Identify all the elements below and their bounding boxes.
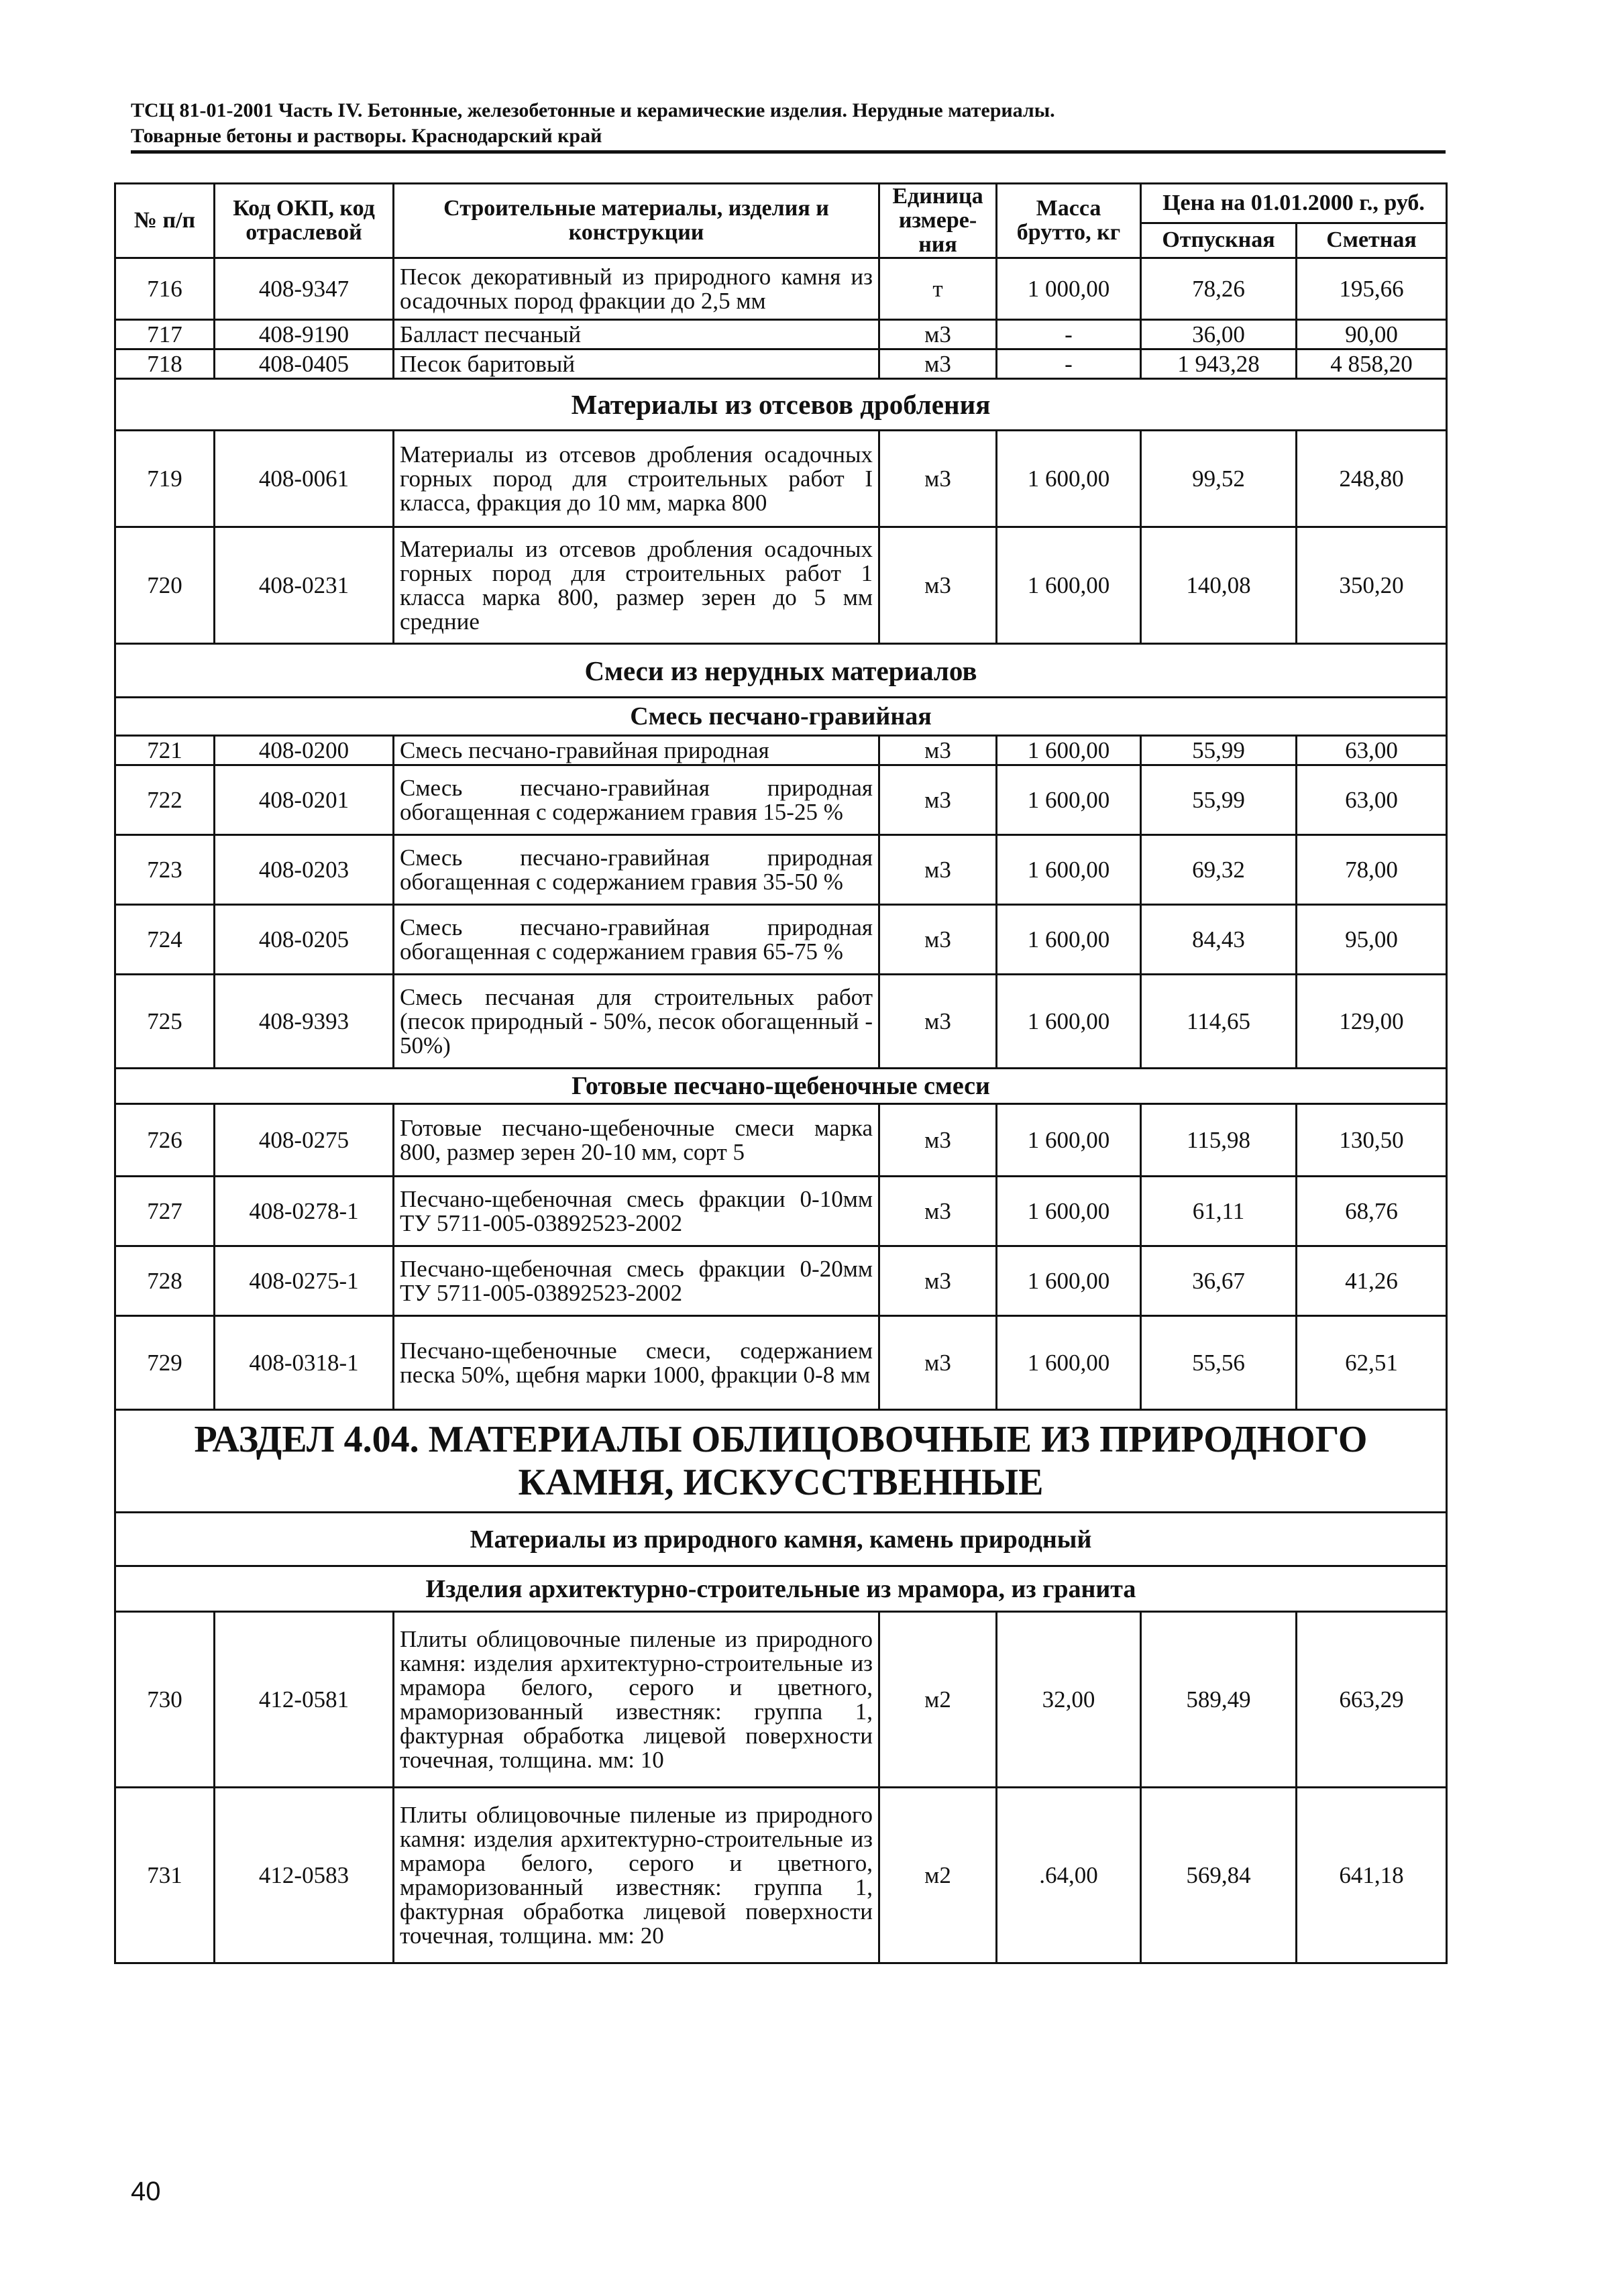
cell-unit: м3: [879, 320, 997, 349]
chapter-row: [115, 1410, 1447, 1513]
chapter-title: РАЗДЕЛ 4.04. МАТЕРИАЛЫ ОБЛИЦОВОЧНЫЕ ИЗ ПРИРОДНОГО КАМНЯ, ИСКУССТВЕННЫЕ: [115, 1410, 1447, 1513]
cell-estimate: 63,00: [1297, 765, 1447, 835]
header-line-2: Товарные бетоны и растворы. Краснодарский край: [131, 125, 602, 147]
cell-num: 722: [115, 765, 215, 835]
subsection-title: Готовые песчано-щебеночные смеси: [115, 1069, 1447, 1104]
cell-name: Песок баритовый: [394, 349, 879, 379]
cell-mass: 1 600,00: [997, 1104, 1141, 1177]
cell-release: 84,43: [1141, 905, 1297, 975]
cell-estimate: 129,00: [1297, 975, 1447, 1069]
cell-name: Смесь песчано-гравийная природная обогащенная с содержанием гравия 65-75 %: [394, 905, 879, 975]
cell-num: 717: [115, 320, 215, 349]
cell-mass: 1 600,00: [997, 431, 1141, 527]
cell-release: 140,08: [1141, 527, 1297, 644]
cell-unit: м3: [879, 905, 997, 975]
cell-code: 408-0200: [215, 736, 394, 765]
col-header-release: Отпускная: [1141, 223, 1297, 258]
cell-name: Смесь песчано-гравийная природная: [394, 736, 879, 765]
cell-name: Песчано-щебеночные смеси, содержанием песка 50%, щебня марки 1000, фракции 0-8 мм: [394, 1316, 879, 1410]
cell-mass: 1 600,00: [997, 1316, 1141, 1410]
cell-code: 408-0275-1: [215, 1246, 394, 1316]
cell-num: 720: [115, 527, 215, 644]
cell-unit: м3: [879, 835, 997, 905]
cell-num: 729: [115, 1316, 215, 1410]
subsection-row: [115, 1513, 1447, 1566]
cell-estimate: 78,00: [1297, 835, 1447, 905]
cell-code: 408-0203: [215, 835, 394, 905]
cell-estimate: 248,80: [1297, 431, 1447, 527]
cell-name: Смесь песчано-гравийная природная обогащенная с содержанием гравия 35-50 %: [394, 835, 879, 905]
col-header-price: Цена на 01.01.2000 г., руб.: [1141, 184, 1447, 223]
cell-code: 408-9190: [215, 320, 394, 349]
cell-mass: 1 600,00: [997, 975, 1141, 1069]
cell-mass: -: [997, 349, 1141, 379]
cell-estimate: 63,00: [1297, 736, 1447, 765]
cell-unit: м3: [879, 975, 997, 1069]
cell-unit: м3: [879, 1246, 997, 1316]
cell-name: Песок декоративный из природного камня из осадочных пород фракции до 2,5 мм: [394, 258, 879, 320]
cell-code: 408-0275: [215, 1104, 394, 1177]
cell-code: 408-0201: [215, 765, 394, 835]
cell-mass: .64,00: [997, 1788, 1141, 1963]
cell-release: 36,00: [1141, 320, 1297, 349]
table-row: [115, 905, 1447, 975]
cell-num: 719: [115, 431, 215, 527]
cell-estimate: 130,50: [1297, 1104, 1447, 1177]
cell-release: 78,26: [1141, 258, 1297, 320]
page-header: [131, 98, 1446, 149]
cell-release: 36,67: [1141, 1246, 1297, 1316]
cell-release: 99,52: [1141, 431, 1297, 527]
cell-code: 408-0231: [215, 527, 394, 644]
table-row: [115, 1177, 1447, 1246]
cell-estimate: 641,18: [1297, 1788, 1447, 1963]
cell-unit: м3: [879, 1316, 997, 1410]
cell-release: 589,49: [1141, 1612, 1297, 1788]
cell-num: 724: [115, 905, 215, 975]
col-header-num: № п/п: [115, 184, 215, 258]
section-title: Смеси из нерудных материалов: [115, 644, 1447, 698]
subsection-title: Смесь песчано-гравийная: [115, 698, 1447, 736]
table-row: [115, 1316, 1447, 1410]
col-header-estimate: Сметная: [1297, 223, 1447, 258]
cell-name: Материалы из отсевов дробления осадочных горных пород для строительных работ 1 класса марка 800, размер зерен до 5 мм средние: [394, 527, 879, 644]
table-row: [115, 975, 1447, 1069]
cell-name: Смесь песчано-гравийная природная обогащенная с содержанием гравия 15-25 %: [394, 765, 879, 835]
header-line-1: ТСЦ 81-01-2001 Часть IV. Бетонные, железобетонные и керамические изделия. Нерудные материалы.: [131, 99, 1055, 121]
cell-mass: -: [997, 320, 1141, 349]
cell-mass: 1 600,00: [997, 835, 1141, 905]
subsection-title: Материалы из природного камня, камень природный: [115, 1513, 1447, 1566]
cell-release: 115,98: [1141, 1104, 1297, 1177]
cell-mass: 1 600,00: [997, 765, 1141, 835]
cell-estimate: 350,20: [1297, 527, 1447, 644]
cell-name: Песчано-щебеночная смесь фракции 0-10мм ТУ 5711-005-03892523-2002: [394, 1177, 879, 1246]
cell-num: 725: [115, 975, 215, 1069]
section-row: [115, 644, 1447, 698]
cell-unit: м2: [879, 1788, 997, 1963]
header-rule: [131, 150, 1446, 154]
cell-release: 1 943,28: [1141, 349, 1297, 379]
cell-mass: 1 600,00: [997, 905, 1141, 975]
section-title: Материалы из отсевов дробления: [115, 379, 1447, 431]
cell-estimate: 95,00: [1297, 905, 1447, 975]
price-table: [114, 182, 1448, 1964]
cell-unit: м3: [879, 431, 997, 527]
cell-name: Балласт песчаный: [394, 320, 879, 349]
table-row: [115, 258, 1447, 320]
cell-unit: т: [879, 258, 997, 320]
subsection-row: [115, 698, 1447, 736]
cell-code: 408-9393: [215, 975, 394, 1069]
cell-estimate: 62,51: [1297, 1316, 1447, 1410]
cell-unit: м3: [879, 736, 997, 765]
cell-name: Плиты облицовочные пиленые из природного камня: изделия архитектурно-строительные из мрамора белого, серого и цветного, мраморизованный известняк: группа 1, фактурная обработка лицевой поверхности точечная, толщина. мм: 10: [394, 1612, 879, 1788]
cell-estimate: 4 858,20: [1297, 349, 1447, 379]
cell-name: Материалы из отсевов дробления осадочных горных пород для строительных работ I класса, фракция до 10 мм, марка 800: [394, 431, 879, 527]
cell-release: 69,32: [1141, 835, 1297, 905]
cell-unit: м3: [879, 765, 997, 835]
cell-name: Плиты облицовочные пиленые из природного камня: изделия архитектурно-строительные из мрамора белого, серого и цветного, мраморизованный известняк: группа 1, фактурная обработка лицевой поверхности точечная, толщина. мм: 20: [394, 1788, 879, 1963]
cell-unit: м3: [879, 1177, 997, 1246]
table-row: [115, 349, 1447, 379]
cell-unit: м2: [879, 1612, 997, 1788]
cell-unit: м3: [879, 1104, 997, 1177]
cell-release: 55,56: [1141, 1316, 1297, 1410]
cell-release: 55,99: [1141, 765, 1297, 835]
table-row: [115, 736, 1447, 765]
cell-num: 716: [115, 258, 215, 320]
table-row: [115, 765, 1447, 835]
table-row: [115, 431, 1447, 527]
cell-mass: 1 600,00: [997, 736, 1141, 765]
cell-num: 718: [115, 349, 215, 379]
cell-code: 408-0405: [215, 349, 394, 379]
cell-num: 728: [115, 1246, 215, 1316]
cell-estimate: 663,29: [1297, 1612, 1447, 1788]
table-row: [115, 320, 1447, 349]
cell-num: 731: [115, 1788, 215, 1963]
cell-estimate: 41,26: [1297, 1246, 1447, 1316]
subsection-title: Изделия архитектурно-строительные из мрамора, из гранита: [115, 1566, 1447, 1612]
table-row: [115, 1246, 1447, 1316]
cell-release: 114,65: [1141, 975, 1297, 1069]
col-header-unit: Единица измере-ния: [879, 184, 997, 258]
cell-release: 569,84: [1141, 1788, 1297, 1963]
cell-mass: 1 600,00: [997, 1177, 1141, 1246]
cell-name: Смесь песчаная для строительных работ (песок природный - 50%, песок обогащенный - 50%): [394, 975, 879, 1069]
col-header-mass: Масса брутто, кг: [997, 184, 1141, 258]
table-row: [115, 527, 1447, 644]
table-row: [115, 835, 1447, 905]
cell-code: 408-0318-1: [215, 1316, 394, 1410]
cell-estimate: 195,66: [1297, 258, 1447, 320]
cell-num: 721: [115, 736, 215, 765]
section-row: [115, 379, 1447, 431]
cell-num: 726: [115, 1104, 215, 1177]
col-header-code: Код ОКП, код отраслевой: [215, 184, 394, 258]
cell-code: 412-0583: [215, 1788, 394, 1963]
cell-unit: м3: [879, 527, 997, 644]
page-number: 40: [131, 2177, 161, 2206]
table-row: [115, 1104, 1447, 1177]
cell-release: 61,11: [1141, 1177, 1297, 1246]
cell-name: Песчано-щебеночная смесь фракции 0-20мм ТУ 5711-005-03892523-2002: [394, 1246, 879, 1316]
cell-code: 408-0278-1: [215, 1177, 394, 1246]
cell-mass: 32,00: [997, 1612, 1141, 1788]
cell-code: 412-0581: [215, 1612, 394, 1788]
cell-mass: 1 600,00: [997, 527, 1141, 644]
table-row: [115, 1788, 1447, 1963]
cell-mass: 1 600,00: [997, 1246, 1141, 1316]
subsection-row: [115, 1566, 1447, 1612]
cell-mass: 1 000,00: [997, 258, 1141, 320]
cell-code: 408-0205: [215, 905, 394, 975]
cell-num: 723: [115, 835, 215, 905]
cell-num: 727: [115, 1177, 215, 1246]
cell-name: Готовые песчано-щебеночные смеси марка 800, размер зерен 20-10 мм, сорт 5: [394, 1104, 879, 1177]
cell-release: 55,99: [1141, 736, 1297, 765]
col-header-name: Строительные материалы, изделия и конструкции: [394, 184, 879, 258]
table-row: [115, 1612, 1447, 1788]
cell-code: 408-9347: [215, 258, 394, 320]
cell-estimate: 68,76: [1297, 1177, 1447, 1246]
subsection-row: [115, 1069, 1447, 1104]
cell-code: 408-0061: [215, 431, 394, 527]
cell-estimate: 90,00: [1297, 320, 1447, 349]
cell-num: 730: [115, 1612, 215, 1788]
cell-unit: м3: [879, 349, 997, 379]
